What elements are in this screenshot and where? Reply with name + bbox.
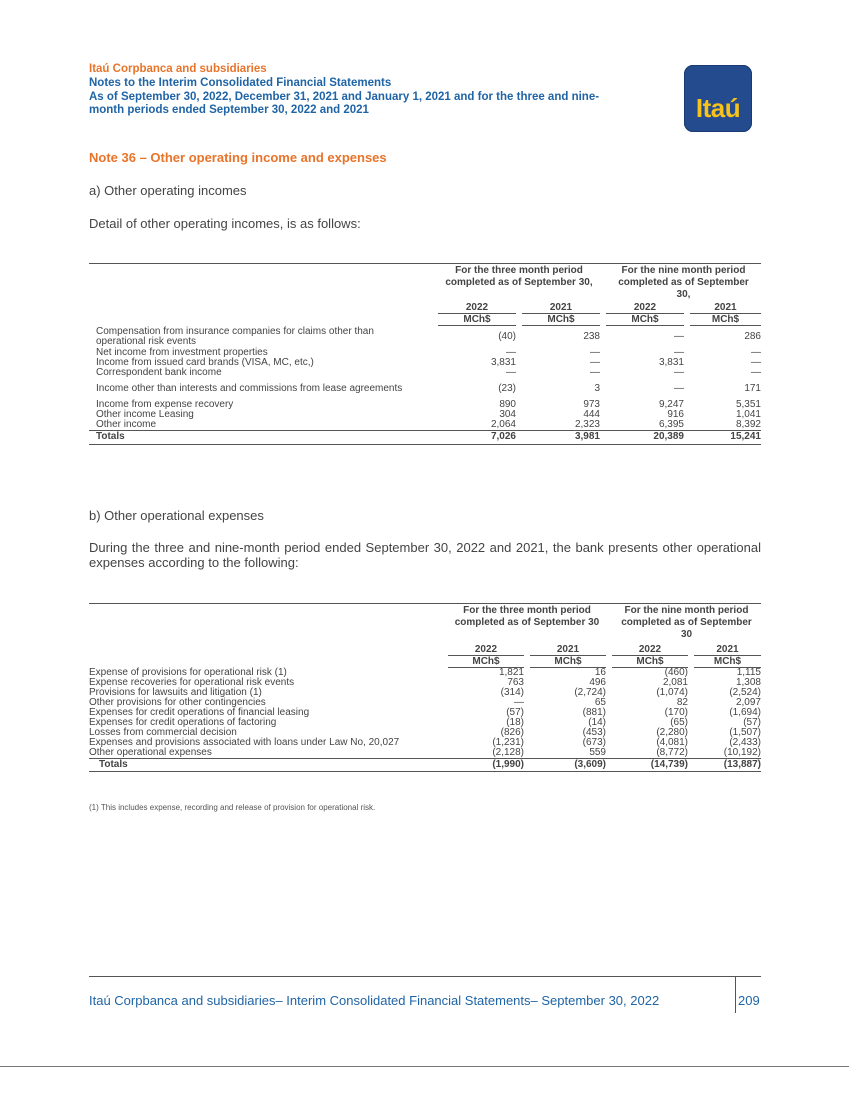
cell: (881) (582, 707, 606, 718)
total-cell: 15,241 (690, 430, 761, 444)
cell: 304 (499, 408, 516, 420)
cell: (314) (500, 687, 524, 698)
cell: (1,074) (656, 687, 688, 698)
row-label: Income from issued card brands (VISA, MC, etc,) (96, 356, 314, 368)
cell: — (674, 366, 684, 378)
year-header: 2022 (606, 302, 684, 314)
row-label: Income from expense recovery (96, 398, 234, 410)
table-row (89, 348, 761, 358)
cell: (40) (498, 330, 516, 342)
unit-header: MCh$ (612, 656, 688, 668)
row-label: Correspondent bank income (96, 366, 222, 378)
cell: 559 (589, 747, 606, 758)
row-label: Net income from investment properties (96, 346, 268, 358)
cell: 2,097 (735, 697, 761, 708)
unit-header: MCh$ (530, 656, 606, 668)
other-operating-incomes-table (89, 263, 761, 445)
cell: 286 (744, 330, 761, 342)
cell: 2,323 (574, 418, 600, 430)
cell: (18) (506, 717, 524, 728)
cell: — (590, 346, 600, 358)
page-number: 209 (738, 993, 760, 1008)
cell: (826) (500, 727, 524, 738)
cell: 171 (744, 382, 761, 394)
cell: (1,694) (729, 707, 761, 718)
cell: (673) (582, 737, 606, 748)
cell: 1,821 (498, 667, 524, 678)
footer-divider (89, 976, 761, 977)
row-label: Income other than interests and commissions from lease agreements (96, 382, 403, 394)
footer-text: Itaú Corpbanca and subsidiaries– Interim Consolidated Financial Statements– September 30, 2022 (89, 993, 660, 1008)
cell: 1,115 (736, 667, 761, 678)
cell: 3,831 (490, 356, 516, 368)
unit-header: MCh$ (448, 656, 524, 668)
total-cell: (14,739) (612, 759, 688, 772)
cell: 763 (507, 677, 524, 688)
cell: (1,231) (492, 737, 524, 748)
cell: 916 (667, 408, 684, 420)
unit-header: MCh$ (606, 314, 684, 326)
cell: (57) (743, 717, 761, 728)
cell: (2,128) (492, 747, 524, 758)
cell: — (506, 346, 516, 358)
footnote: (1) This includes expense, recording and release of provision for operational risk. (89, 803, 376, 812)
cell: — (514, 697, 524, 708)
cell: (2,724) (574, 687, 606, 698)
unit-header: MCh$ (522, 314, 600, 326)
row-label: Expenses for credit operations of factoring (89, 717, 277, 728)
row-label: Provisions for lawsuits and litigation (1) (89, 687, 262, 698)
row-label: Expense of provisions for operational risk (1) (89, 666, 287, 678)
cell: (65) (670, 717, 688, 728)
cell: 3 (594, 382, 600, 394)
cell: — (674, 382, 684, 394)
unit-header: MCh$ (694, 656, 761, 668)
cell: 496 (589, 677, 606, 688)
row-label: Other operational expenses (89, 747, 212, 758)
totals-label: Totals (89, 430, 434, 444)
total-cell: (13,887) (694, 759, 761, 772)
cell: (460) (664, 667, 688, 678)
cell: 82 (676, 697, 688, 708)
section-a-title: a) Other operating incomes (89, 183, 247, 198)
table-row (89, 368, 761, 378)
footer-vertical-divider (735, 976, 736, 1013)
section-b-title: b) Other operational expenses (89, 508, 264, 523)
cell: (453) (582, 727, 606, 738)
cell: (14) (588, 717, 606, 728)
cell: (170) (664, 707, 688, 718)
cell: — (590, 356, 600, 368)
cell: (2,280) (656, 727, 688, 738)
section-a-intro: Detail of other operating incomes, is as follows: (89, 216, 361, 231)
cell: (4,081) (656, 737, 688, 748)
cell: (23) (498, 382, 516, 394)
cell: (57) (506, 707, 524, 718)
row-label: Expense recoveries for operational risk events (89, 677, 295, 688)
company-name: Itaú Corpbanca and subsidiaries (89, 63, 267, 75)
other-operational-expenses-table (89, 603, 761, 772)
cell: (2,524) (729, 687, 761, 698)
period-three-header: For the three month period completed as of September 30, (445, 265, 593, 288)
totals-row (89, 430, 761, 444)
cell: 8,392 (735, 418, 761, 430)
cell: — (674, 330, 684, 342)
row-label: Other provisions for other contingencies (89, 697, 266, 708)
row-label: Compensation from insurance companies for claims other than operational risk events (96, 325, 374, 347)
cell: (10,192) (723, 747, 761, 758)
table-row (89, 326, 761, 348)
header-line-period: As of September 30, 2022, December 31, 2021 and January 1, 2021 and for the three and nine- (89, 90, 600, 103)
cell: 6,395 (658, 418, 684, 430)
cell: 3,831 (658, 356, 684, 368)
row-label: Expenses for credit operations of financial leasing (89, 707, 310, 718)
note-title: Note 36 – Other operating income and expenses (89, 150, 387, 165)
row-label: Other income (96, 418, 157, 430)
unit-header: MCh$ (690, 314, 761, 326)
table-row (89, 400, 761, 410)
table-row (89, 420, 761, 431)
cell: 16 (594, 667, 606, 678)
itau-logo (684, 65, 752, 132)
cell: 5,351 (735, 398, 761, 410)
period-three-header: For the three month period completed as of September 30 (454, 605, 600, 628)
year-header: 2021 (690, 302, 761, 314)
total-cell: 3,981 (522, 430, 600, 444)
cell: — (751, 356, 761, 368)
totals-row (89, 759, 761, 772)
cell: (8,772) (656, 747, 688, 758)
period-nine-header: For the nine month period completed as of September 30, (618, 265, 749, 300)
total-cell: (1,990) (448, 759, 524, 772)
total-cell: 7,026 (438, 430, 516, 444)
cell: — (674, 346, 684, 358)
unit-header: MCh$ (438, 314, 516, 326)
cell: 890 (499, 398, 516, 410)
table-row (89, 358, 761, 368)
year-header: 2021 (522, 302, 600, 314)
cell: — (751, 366, 761, 378)
cell: 444 (583, 408, 600, 420)
table-row (89, 410, 761, 420)
cell: (1,507) (729, 727, 761, 738)
section-b-intro: During the three and nine-month period ended September 30, 2022 and 2021, the bank presents other operational expenses according to the following: (89, 540, 761, 570)
cell: — (506, 366, 516, 378)
logo-text: Itaú (695, 93, 741, 123)
year-header: 2021 (694, 644, 761, 656)
cell: 1,308 (735, 677, 761, 688)
row-label: Losses from commercial decision (89, 727, 237, 738)
header-line-period-cont: month periods ended September 30, 2022 and 2021 (89, 104, 369, 117)
year-header: 2022 (438, 302, 516, 314)
period-nine-header: For the nine month period completed as of September 30 (621, 605, 752, 640)
cell: 2,064 (490, 418, 516, 430)
total-cell: 20,389 (606, 430, 684, 444)
year-header: 2022 (448, 644, 524, 656)
cell: — (751, 346, 761, 358)
cell: (2,433) (729, 737, 761, 748)
cell: 65 (594, 697, 606, 708)
row-label: Expenses and provisions associated with loans under Law No, 20,027 (89, 737, 400, 748)
year-header: 2022 (612, 644, 688, 656)
cell: 1,041 (735, 408, 761, 420)
totals-label: Totals (89, 759, 444, 772)
document-header (89, 63, 669, 118)
year-header: 2021 (530, 644, 606, 656)
header-line-notes: Notes to the Interim Consolidated Financial Statements (89, 76, 392, 89)
cell: — (590, 366, 600, 378)
table-row (89, 748, 761, 759)
page-bottom-edge (0, 1066, 849, 1067)
cell: 973 (583, 398, 600, 410)
cell: 238 (583, 330, 600, 342)
cell: 9,247 (658, 398, 684, 410)
total-cell: (3,609) (530, 759, 606, 772)
table-row (89, 378, 761, 400)
cell: 2,081 (662, 677, 688, 688)
row-label: Other income Leasing (96, 408, 194, 420)
